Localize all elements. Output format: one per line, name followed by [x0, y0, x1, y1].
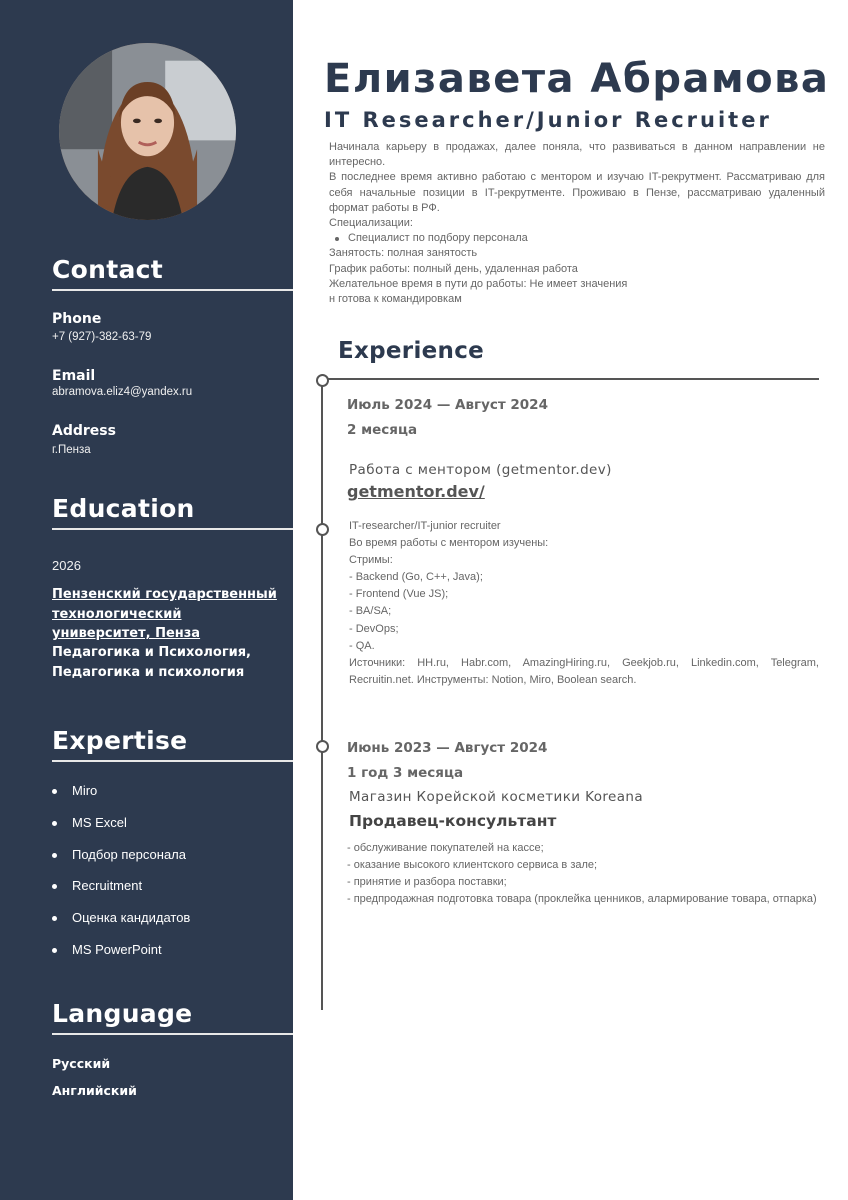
phone-value[interactable]: +7 (927)-382-63-79: [52, 331, 152, 343]
language-heading: Language: [52, 999, 193, 1028]
specializations-label: Специализации:: [329, 217, 413, 230]
list-item: [52, 813, 190, 845]
email-value[interactable]: abramova.eliz4@yandex.ru: [52, 386, 193, 398]
experience-divider: [322, 378, 819, 380]
profile-photo: [59, 43, 236, 220]
description-line: Стримы:: [349, 554, 393, 567]
bullet-icon: [52, 853, 57, 858]
education-divider: [52, 528, 293, 530]
candidate-title: IT Researcher/Junior Recruiter: [324, 108, 772, 132]
description-line: - оказание высокого клиентского сервиса в зале;: [347, 859, 598, 872]
job-duration: 1 год 3 месяца: [347, 765, 464, 781]
candidate-name: Елизавета Абрамова: [324, 56, 830, 102]
skill-label: Подбор персонала: [72, 846, 186, 862]
specializations-list: [329, 231, 825, 246]
list-item: [52, 845, 190, 877]
description-line: - обслуживание покупателей на кассе;: [347, 842, 544, 854]
timeline-line: [321, 380, 323, 1010]
skill-label: Recruitment: [72, 878, 143, 894]
summary-paragraph: Начинала карьеру в продажах, далее поняла, что развиваться в данном направлении не интересно.: [329, 141, 825, 169]
job-company: Магазин Корейской косметики Koreana: [349, 789, 644, 805]
timeline-node-icon: [316, 374, 329, 387]
contact-heading: Contact: [52, 255, 164, 284]
expertise-divider: [52, 760, 293, 762]
education-year: 2026: [52, 558, 81, 573]
timeline-node-icon: [316, 740, 329, 753]
list-item: [52, 908, 190, 940]
description-line: - DevOps;: [349, 622, 399, 635]
job-dates: Июнь 2023 — Август 2024: [347, 740, 548, 756]
job-description: [349, 518, 819, 689]
job-duration: 2 месяца: [347, 422, 418, 438]
timeline-node-icon: [316, 523, 329, 536]
description-line: - Frontend (Vue JS);: [349, 588, 449, 601]
language-divider: [52, 1033, 293, 1035]
job-company: Работа с ментором (getmentor.dev): [349, 462, 612, 478]
experience-heading: Experience: [338, 338, 485, 364]
avatar: [59, 43, 236, 220]
skill-label: MS Excel: [72, 814, 127, 830]
contact-divider: [52, 289, 293, 291]
skill-label: MS PowerPoint: [72, 941, 162, 957]
skill-label: Оценка кандидатов: [72, 910, 191, 926]
address-label: Address: [52, 423, 116, 439]
commute-time: Желательное время в пути до работы: Не имеет значения: [329, 277, 628, 290]
phone-label: Phone: [52, 311, 102, 327]
address-value: г.Пенза: [52, 444, 91, 456]
email-label: Email: [52, 368, 96, 384]
company-website-link[interactable]: getmentor.dev/: [347, 482, 485, 501]
job-role: IT-researcher/IT-junior recruiter: [349, 520, 501, 532]
bullet-icon: [52, 916, 57, 921]
description-line: - BA/SA;: [349, 605, 392, 618]
sidebar: [0, 0, 293, 1200]
education-school-link[interactable]: Пензенский государственный технологический университет, Пенза: [52, 587, 277, 641]
description-line: Источники: HH.ru, Habr.com, AmazingHiring.ru, Geekjob.ru, Linkedin.com, Telegram, Recruitin.net. Инструменты: Notion, Miro, Boolean search.: [349, 656, 819, 686]
summary: [329, 140, 825, 307]
description-line: Во время работы с ментором изучены:: [349, 537, 549, 550]
job-role: Продавец-консультант: [349, 812, 557, 830]
language-item: Русский: [52, 1056, 111, 1071]
bullet-icon: [52, 821, 57, 826]
description-line: - QA.: [349, 639, 375, 652]
employment-type: Занятость: полная занятость: [329, 247, 478, 260]
list-item: [52, 876, 190, 908]
education-heading: Education: [52, 494, 195, 523]
list-item: [52, 940, 190, 972]
bullet-icon: [52, 884, 57, 889]
job-description: [347, 840, 817, 908]
job-dates: Июль 2024 — Август 2024: [347, 397, 548, 413]
education-degree: Педагогика и Психология, Педагогика и психология: [52, 645, 251, 680]
expertise-heading: Expertise: [52, 726, 188, 755]
list-item: [52, 781, 190, 813]
description-line: - принятие и разбора поставки;: [347, 876, 507, 889]
work-schedule: График работы: полный день, удаленная работа: [329, 262, 578, 275]
skill-label: Miro: [72, 783, 98, 798]
summary-paragraph: В последнее время активно работаю с ментором и изучаю IT-рекрутмент. Рассматриваю для себя начальные позиции в IT-рекрутменте. Проживаю в Пензе, рассматриваю удаленный формат работы в РФ.: [329, 171, 825, 214]
description-line: - Backend (Go, C++, Java);: [349, 571, 483, 584]
bullet-icon: [52, 948, 57, 953]
language-item: Английский: [52, 1083, 137, 1098]
expertise-list: [52, 781, 190, 972]
bullet-icon: [52, 789, 57, 794]
description-line: - предпродажная подготовка товара (проклейка ценников, алармирование товара, отпарка): [347, 893, 817, 906]
list-item: Специалист по подбору персонала: [348, 231, 825, 246]
business-travel: н готова к командировкам: [329, 293, 462, 306]
